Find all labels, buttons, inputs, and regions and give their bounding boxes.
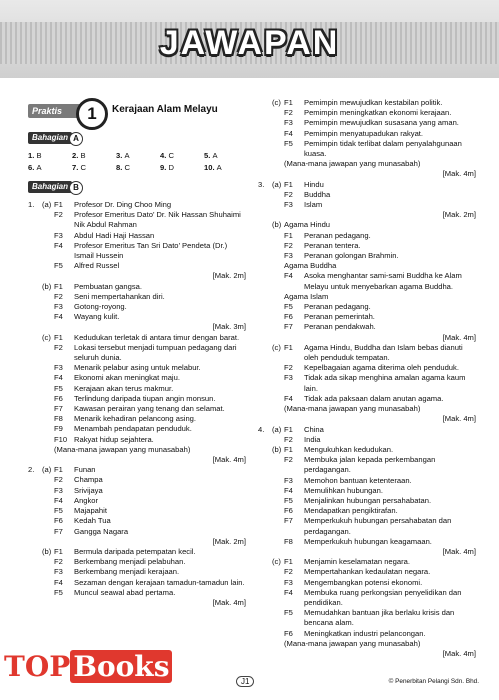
header-banner bbox=[0, 0, 499, 78]
watermark-logo bbox=[4, 650, 172, 683]
objective-answer: 10. A bbox=[204, 163, 222, 172]
answer-line: 3. (a) F1 Hindu bbox=[258, 179, 324, 189]
objective-answer: 5. A bbox=[204, 151, 218, 160]
answer-line: 4. (a) F1 China bbox=[258, 424, 324, 434]
answer-line: F5 Alfred Russel bbox=[54, 261, 120, 271]
answer-line: F7 Peranan pendakwah. bbox=[284, 322, 376, 332]
answer-line: F3 Menarik pelabur asing untuk melabur. bbox=[54, 363, 201, 373]
answer-line: F3 Tidak ada sikap menghina amalan agama kaum lain. bbox=[284, 373, 466, 393]
left-answer-list bbox=[28, 200, 246, 608]
praktis-number: 1 bbox=[76, 98, 108, 130]
answer-line: F5 Pemimpin tidak terlibat dalam penyalahgunaan kuasa. bbox=[284, 138, 462, 159]
answer-line: (b) F1 Bermula daripada petempatan kecil. bbox=[42, 546, 196, 556]
bahagian-a-label: Bahagian bbox=[28, 132, 72, 144]
answer-line: (b) Agama Hindu bbox=[272, 220, 331, 230]
answer-line: F7 Memperkukuh hubungan persahabatan dan perdagangan. bbox=[284, 516, 452, 536]
answer-line: F4 Ekonomi akan meningkat maju. bbox=[54, 373, 180, 383]
answer-line: F3 Abdul Hadi Haji Hassan bbox=[54, 230, 155, 240]
note-line: (Mana-mana jawapan yang munasabah) bbox=[284, 159, 421, 169]
answer-line: F2 Pemimpin meningkatkan ekonomi kerajaan. bbox=[284, 108, 452, 118]
answer-line: F2 Berkembang menjadi pelabuhan. bbox=[54, 557, 186, 567]
bahagian-a-heading bbox=[28, 132, 246, 146]
answer-line: F4 Memulihkan hubungan. bbox=[284, 485, 383, 495]
watermark-top: TOP bbox=[4, 650, 71, 683]
answer-line: F2 Seni mempertahankan diri. bbox=[54, 291, 165, 301]
answer-line: F2 Champa bbox=[54, 475, 103, 485]
answer-line: F5 Muncul seawal abad pertama. bbox=[54, 587, 176, 597]
answer-line: 2. (a) F1 Funan bbox=[28, 465, 96, 475]
answer-line: F6 Mendapatkan pengiktirafan. bbox=[284, 506, 398, 516]
objective-answer: 2. B bbox=[72, 151, 86, 160]
answer-line: F7 Gangga Nagara bbox=[54, 526, 129, 536]
praktis-label: Praktis bbox=[28, 104, 100, 118]
marks-label: [Mak. 4m] bbox=[442, 546, 476, 556]
left-column bbox=[28, 98, 246, 608]
answer-line: F2 Membuka jalan kepada perkembangan perdagangan. bbox=[284, 455, 436, 475]
marks-label: [Mak. 2m] bbox=[442, 210, 476, 220]
answer-line: Agama Buddha bbox=[284, 261, 337, 271]
answer-line: (c) F1 Pemimpin mewujudkan kestabilan politik. bbox=[272, 98, 443, 107]
answer-line: F3 Memohon bantuan ketenteraan. bbox=[284, 475, 412, 485]
answer-line: F3 Srivijaya bbox=[54, 485, 103, 495]
marks-label: [Mak. 4m] bbox=[212, 455, 246, 465]
answer-line: F9 Menambah pendapatan penduduk. bbox=[54, 424, 192, 434]
answer-line: F2 India bbox=[284, 434, 321, 444]
answer-line: F4 Angkor bbox=[54, 495, 99, 505]
marks-label: [Mak. 4m] bbox=[442, 648, 476, 658]
bahagian-a-answers bbox=[28, 151, 246, 175]
note-line: (Mana-mana jawapan yang munasabah) bbox=[54, 444, 191, 454]
marks-label: [Mak. 4m] bbox=[442, 332, 476, 342]
objective-answer: 8. C bbox=[116, 163, 130, 172]
bahagian-a-letter: A bbox=[69, 132, 83, 146]
answer-line: F3 Gotong-royong. bbox=[54, 302, 127, 312]
answer-line: F4 Asoka menghantar sami-sami Buddha ke Alam Melayu untuk menyebarkan agama Buddha. bbox=[284, 271, 462, 291]
bahagian-b-letter: B bbox=[69, 181, 83, 195]
answer-line: F3 Mengembangkan potensi ekonomi. bbox=[284, 577, 423, 587]
answer-line: F2 Lokasi tersebut menjadi tumpuan pedagang dari seluruh dunia. bbox=[54, 342, 237, 363]
answer-line: F5 Peranan pedagang. bbox=[284, 302, 371, 312]
answer-line: (c) F1 Kedudukan terletak di antara timur dengan barat. bbox=[42, 332, 240, 342]
watermark-books: Books bbox=[70, 650, 172, 683]
answer-line: F3 Berkembang menjadi kerajaan. bbox=[54, 567, 180, 577]
objective-answer: 4. C bbox=[160, 151, 174, 160]
answer-line: F4 Sezaman dengan kerajaan tamadun-tamadun lain. bbox=[54, 577, 245, 587]
answer-line: F4 Membuka ruang perkongsian penyelidikan dan pendidikan. bbox=[284, 587, 462, 607]
page-title: JAWAPAN bbox=[159, 24, 340, 62]
answer-line: F8 Menarik kehadiran pelancong asing. bbox=[54, 414, 197, 424]
marks-label: [Mak. 3m] bbox=[212, 322, 246, 332]
note-line: (Mana-mana jawapan yang munasabah) bbox=[284, 404, 421, 414]
answer-line: F6 Kedah Tua bbox=[54, 516, 111, 526]
answer-line: F4 Tidak ada paksaan dalam anutan agama. bbox=[284, 393, 444, 403]
answer-line: F3 Peranan golongan Brahmin. bbox=[284, 251, 399, 261]
right-answer-list bbox=[258, 98, 476, 659]
marks-label: [Mak. 2m] bbox=[212, 536, 246, 546]
answer-line: F4 Wayang kulit. bbox=[54, 312, 120, 322]
objective-answer: 7. C bbox=[72, 163, 86, 172]
answer-line: F7 Kawasan perairan yang tenang dan selamat. bbox=[54, 404, 225, 414]
answer-line: F6 Meningkatkan industri pelancongan. bbox=[284, 628, 426, 638]
answer-line: F10 Rakyat hidup sejahtera. bbox=[54, 434, 154, 444]
answer-line: F4 Pemimpin menyatupadukan rakyat. bbox=[284, 128, 424, 138]
page-number: J1 bbox=[236, 676, 254, 687]
answer-line: F2 Kepelbagaian agama diterima oleh penduduk. bbox=[284, 363, 459, 373]
bahagian-b-label: Bahagian bbox=[28, 181, 72, 193]
praktis-heading bbox=[28, 98, 246, 126]
objective-answer: 6. A bbox=[28, 163, 42, 172]
marks-label: [Mak. 4m] bbox=[212, 597, 246, 607]
answer-line: F4 Profesor Emeritus Tan Sri Dato’ Pendeta (Dr.) Ismail Hussein bbox=[54, 240, 228, 261]
answer-line: (b) F1 Mengukuhkan kedudukan. bbox=[272, 444, 394, 454]
answer-line: F5 Majapahit bbox=[54, 506, 107, 516]
right-column bbox=[258, 98, 476, 659]
objective-answer: 1. B bbox=[28, 151, 42, 160]
note-line: (Mana-mana jawapan yang munasabah) bbox=[284, 638, 421, 648]
answer-line: F5 Menjalinkan hubungan persahabatan. bbox=[284, 495, 432, 505]
answer-line: F1 Peranan pedagang. bbox=[284, 230, 371, 240]
bahagian-b-heading bbox=[28, 181, 246, 195]
answer-line: (c) F1 Menjamin keselamatan negara. bbox=[272, 557, 410, 567]
answer-line: (c) F1 Agama Hindu, Buddha dan Islam bebas dianuti oleh penduduk tempatan. bbox=[272, 342, 463, 363]
publisher-credit: © Penerbitan Pelangi Sdn. Bhd. bbox=[388, 678, 479, 685]
answer-line: F2 Mempertahankan kedaulatan negara. bbox=[284, 567, 431, 577]
marks-label: [Mak. 2m] bbox=[212, 271, 246, 281]
answer-line: F5 Memudahkan bantuan jika berlaku krisis dan bencana alam. bbox=[284, 608, 455, 628]
marks-label: [Mak. 4m] bbox=[442, 169, 476, 179]
answer-line: Agama Islam bbox=[284, 291, 329, 301]
objective-answer: 3. A bbox=[116, 151, 130, 160]
objective-answer: 9. D bbox=[160, 163, 174, 172]
answer-line: F2 Peranan tentera. bbox=[284, 240, 361, 250]
marks-label: [Mak. 4m] bbox=[442, 414, 476, 424]
answer-line: F8 Memperkukuh hubungan keagamaan. bbox=[284, 536, 432, 546]
answer-line: F6 Peranan pemerintah. bbox=[284, 312, 375, 322]
answer-line: F3 Pemimpin mewujudkan susasana yang aman. bbox=[284, 118, 459, 128]
answer-line: F3 Islam bbox=[284, 200, 323, 210]
answer-line: F6 Terlindung daripada tiupan angin monsun. bbox=[54, 393, 216, 403]
answer-line: F2 Profesor Emeritus Dato’ Dr. Nik Hassan Shuhaimi Nik Abdul Rahman bbox=[54, 210, 241, 230]
answer-line: F5 Kerajaan akan terus makmur. bbox=[54, 383, 174, 393]
answer-line: F2 Buddha bbox=[284, 189, 331, 199]
answer-line: 1. (a) F1 Profesor Dr. Ding Choo Ming bbox=[28, 200, 172, 209]
answer-line: (b) F1 Pembuatan gangsa. bbox=[42, 281, 142, 291]
praktis-title: Kerajaan Alam Melayu bbox=[112, 104, 218, 115]
